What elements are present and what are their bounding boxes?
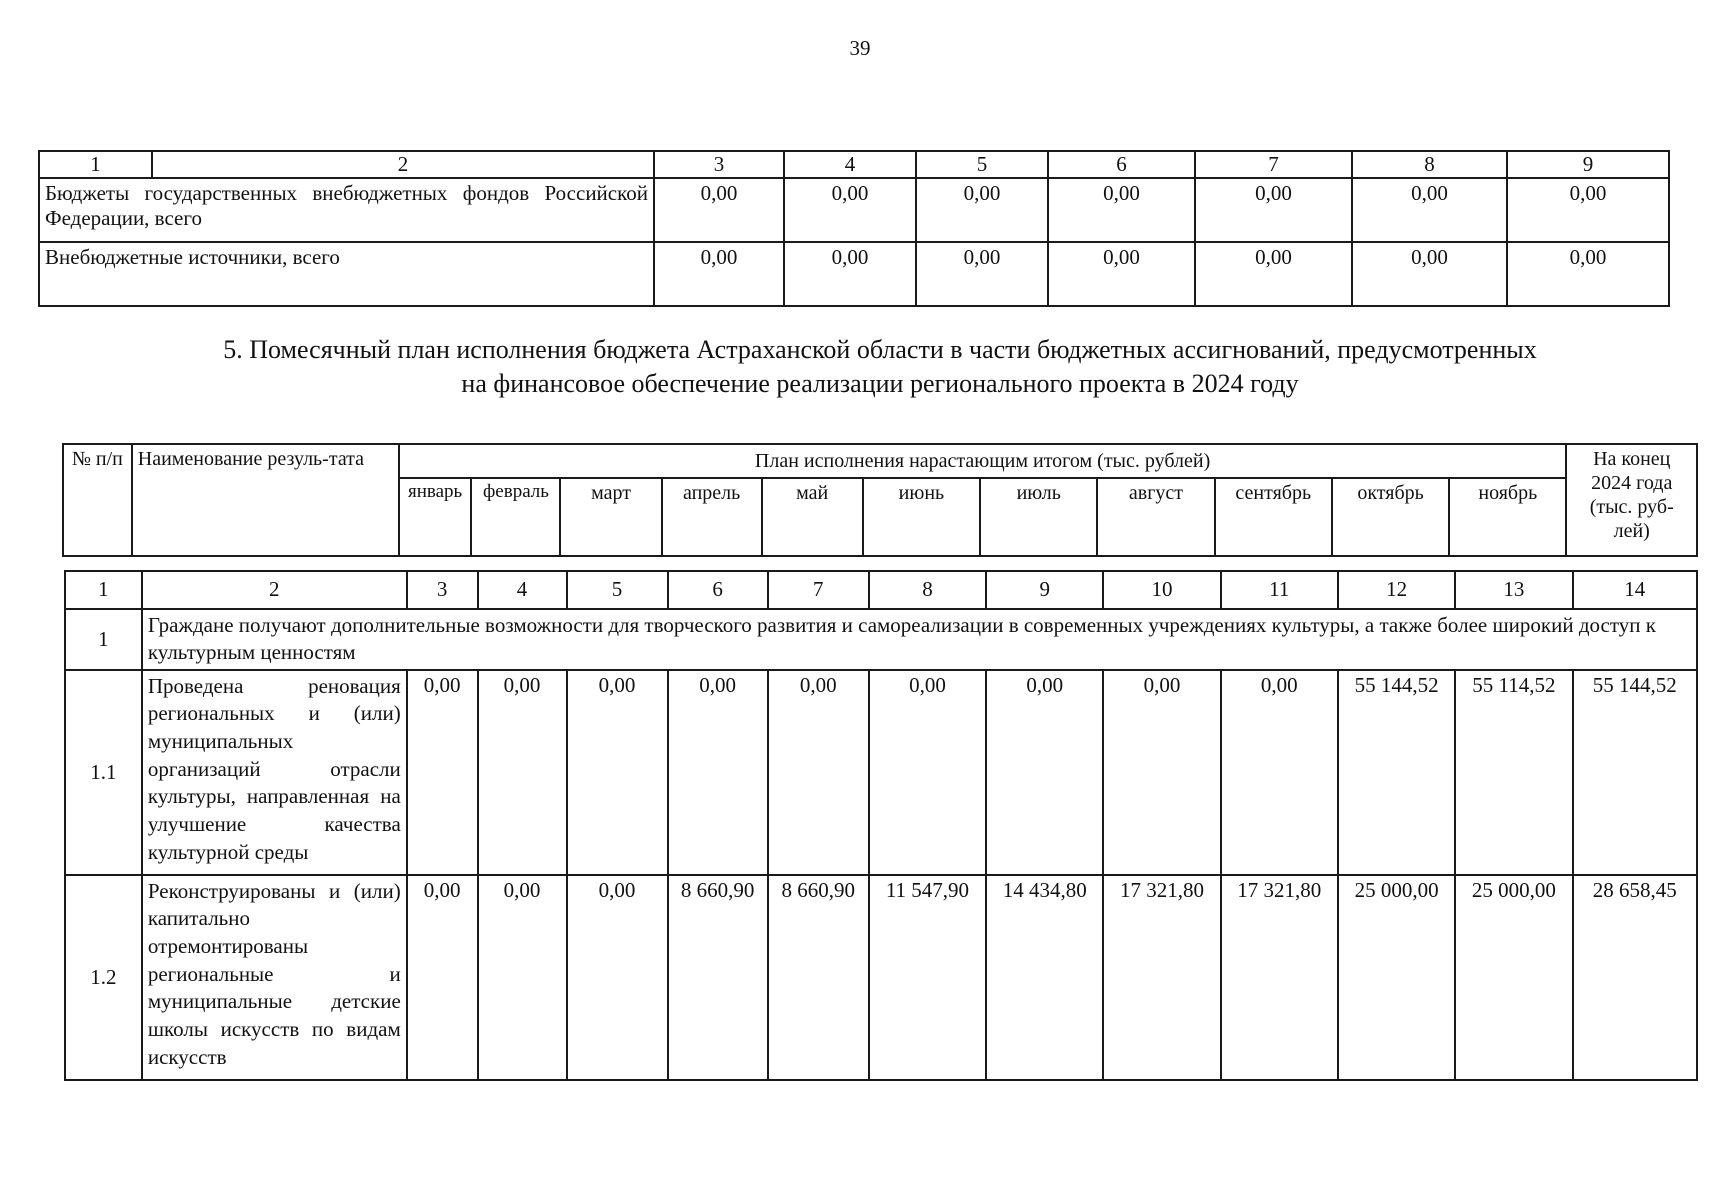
value-cell: 0,00 (869, 670, 986, 875)
column-number: 5 (567, 571, 668, 609)
value-cell: 0,00 (668, 670, 768, 875)
header-cell: 5 (916, 151, 1048, 178)
header-result-name: Наименование резуль-тата (132, 444, 399, 556)
value-cell: 0,00 (654, 242, 784, 306)
value-cell: 0,00 (407, 670, 478, 875)
column-number: 3 (407, 571, 478, 609)
row-number: 1.1 (65, 670, 142, 875)
value-cell: 11 547,90 (869, 875, 986, 1080)
value-cell: 0,00 (784, 242, 916, 306)
group-number: 1 (65, 609, 142, 670)
group-row (65, 609, 1697, 670)
value-cell: 55 144,52 (1573, 670, 1698, 875)
month-header: ноябрь (1449, 478, 1566, 556)
value-cell: 0,00 (768, 670, 869, 875)
month-header: июль (980, 478, 1097, 556)
result-name: Реконструированы и (или) капитально отремонтированы региональные и муниципальные детские школы искусств по видам искусств (142, 875, 407, 1080)
value-cell: 0,00 (1352, 178, 1507, 242)
header-cell: 9 (1507, 151, 1669, 178)
value-cell: 55 114,52 (1455, 670, 1572, 875)
row-number: 1.2 (65, 875, 142, 1080)
header-cell: 8 (1352, 151, 1507, 178)
group-text: Граждане получают дополнительные возможности для творческого развития и самореализации в современных учреждениях культуры, а также более широкий доступ к культурным ценностям (142, 609, 1697, 670)
plan-table (64, 570, 1698, 1081)
value-cell: 17 321,80 (1103, 875, 1220, 1080)
column-number: 14 (1573, 571, 1698, 609)
header-year-end: На конец 2024 года (тыс. руб-лей) (1566, 444, 1697, 556)
value-cell: 0,00 (567, 875, 668, 1080)
value-cell: 8 660,90 (668, 875, 768, 1080)
column-number: 7 (768, 571, 869, 609)
value-cell: 0,00 (1507, 178, 1669, 242)
budget-sources-table (38, 150, 1670, 307)
column-number: 2 (142, 571, 407, 609)
month-header: май (762, 478, 863, 556)
value-cell: 14 434,80 (986, 875, 1103, 1080)
source-name: Бюджеты государственных внебюджетных фондов Российской Федерации, всего (39, 178, 654, 242)
column-number-row (65, 571, 1697, 609)
column-number: 6 (668, 571, 768, 609)
month-header: апрель (662, 478, 762, 556)
table-row (39, 178, 1669, 242)
value-cell: 0,00 (654, 178, 784, 242)
section-title (60, 333, 1700, 402)
header-cell: 2 (152, 151, 654, 178)
value-cell: 0,00 (1195, 242, 1352, 306)
table-row (39, 242, 1669, 306)
table-row (65, 875, 1697, 1080)
page-number: 39 (849, 36, 871, 60)
header-number: № п/п (63, 444, 132, 556)
value-cell: 0,00 (986, 670, 1103, 875)
value-cell: 0,00 (916, 242, 1048, 306)
month-header: сентябрь (1215, 478, 1332, 556)
header-plan: План исполнения нарастающим итогом (тыс. рублей) (399, 444, 1567, 478)
column-number: 1 (65, 571, 142, 609)
value-cell: 0,00 (567, 670, 668, 875)
section-title-line: 5. Помесячный план исполнения бюджета Астраханской области в части бюджетных ассигнований, предусмотренных (223, 335, 1537, 364)
header-cell: 1 (39, 151, 152, 178)
month-header: март (560, 478, 661, 556)
column-number: 9 (986, 571, 1103, 609)
value-cell: 0,00 (1195, 178, 1352, 242)
column-number: 13 (1455, 571, 1572, 609)
month-header: январь (399, 478, 472, 556)
result-name: Проведена реновация региональных и (или) муниципальных организаций отрасли культуры, направленная на улучшение качества культурной среды (142, 670, 407, 875)
value-cell: 25 000,00 (1455, 875, 1572, 1080)
value-cell: 0,00 (1507, 242, 1669, 306)
column-number: 10 (1103, 571, 1220, 609)
value-cell: 0,00 (916, 178, 1048, 242)
value-cell: 0,00 (1048, 242, 1195, 306)
month-header: февраль (471, 478, 560, 556)
section-title-line: на финансовое обеспечение реализации регионального проекта в 2024 году (461, 369, 1299, 399)
plan-table-header (62, 443, 1698, 557)
value-cell: 0,00 (784, 178, 916, 242)
column-number-row (39, 151, 1669, 178)
value-cell: 17 321,80 (1221, 875, 1338, 1080)
header-cell: 7 (1195, 151, 1352, 178)
header-cell: 3 (654, 151, 784, 178)
month-header: октябрь (1332, 478, 1449, 556)
column-number: 12 (1338, 571, 1455, 609)
column-number: 4 (478, 571, 567, 609)
value-cell: 0,00 (1221, 670, 1338, 875)
value-cell: 8 660,90 (768, 875, 869, 1080)
source-name: Внебюджетные источники, всего (39, 242, 654, 306)
value-cell: 0,00 (478, 670, 567, 875)
value-cell: 0,00 (478, 875, 567, 1080)
value-cell: 55 144,52 (1338, 670, 1455, 875)
month-header: июнь (863, 478, 980, 556)
table-row (65, 670, 1697, 875)
column-number: 8 (869, 571, 986, 609)
value-cell: 0,00 (1048, 178, 1195, 242)
value-cell: 0,00 (1103, 670, 1220, 875)
value-cell: 28 658,45 (1573, 875, 1698, 1080)
header-cell: 4 (784, 151, 916, 178)
value-cell: 0,00 (407, 875, 478, 1080)
month-header: август (1097, 478, 1214, 556)
header-cell: 6 (1048, 151, 1195, 178)
value-cell: 25 000,00 (1338, 875, 1455, 1080)
value-cell: 0,00 (1352, 242, 1507, 306)
column-number: 11 (1221, 571, 1338, 609)
